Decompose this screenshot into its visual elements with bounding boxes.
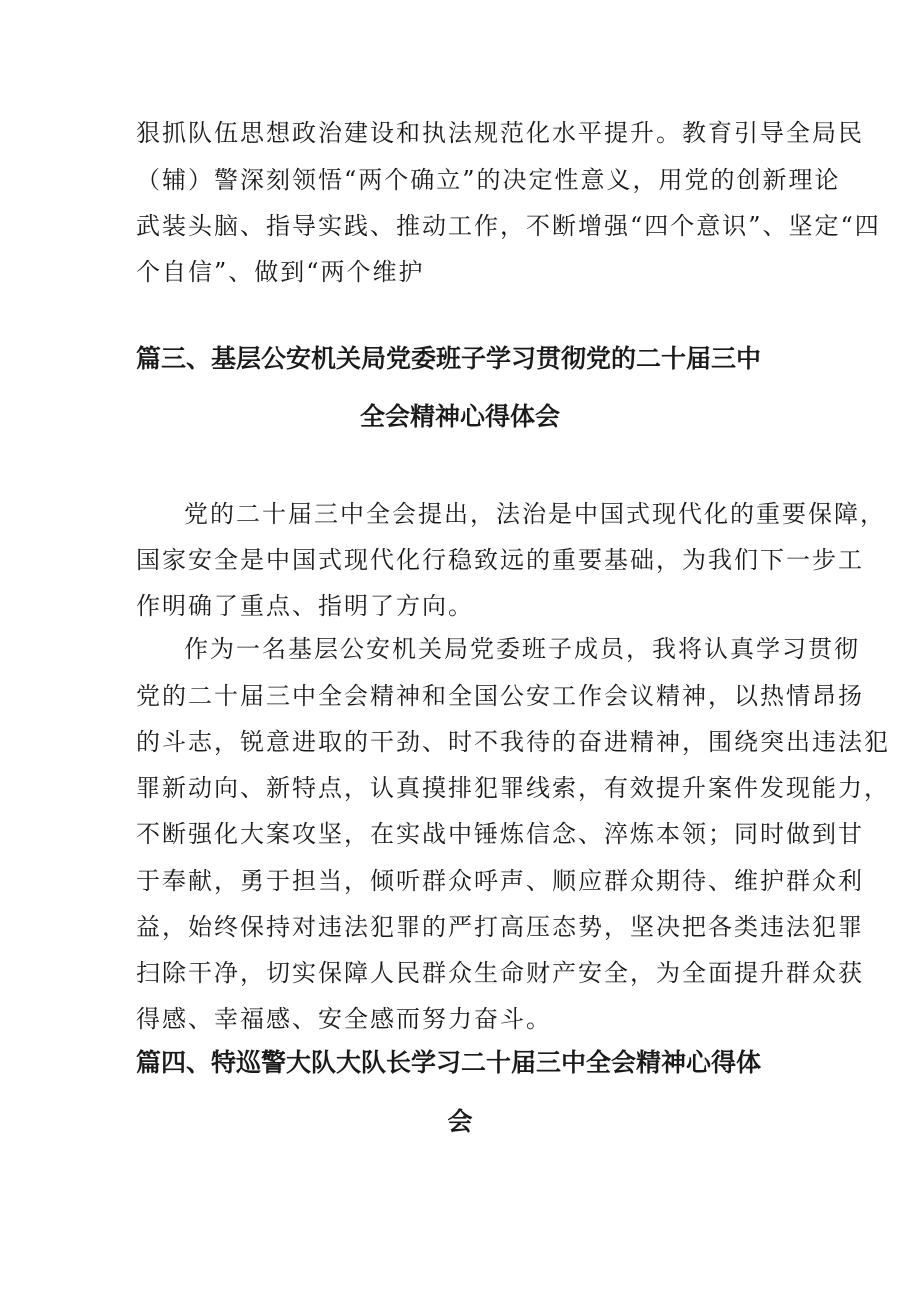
paragraph-line: 党的二十届三中全会提出，法治是中国式现代化的重要保障， [184, 500, 886, 528]
section4-title-line1: 篇四、特巡警大队大队长学习二十届三中全会精神心得体 [136, 1048, 762, 1077]
section3-title-line1: 篇三、基层公安机关局党委班子学习贯彻党的二十届三中 [136, 344, 762, 373]
paragraph-line: 作明确了重点、指明了方向。 [136, 592, 474, 620]
continuation-line: 狠抓队伍思想政治建设和执法规范化水平提升。教育引导全局民 [136, 119, 864, 147]
section4-title-line2: 会 [447, 1107, 473, 1136]
continuation-line: 个自信”、做到“两个维护 [136, 258, 425, 286]
paragraph-line: 党的二十届三中全会精神和全国公安工作会议精神，以热情昂扬 [136, 682, 864, 710]
paragraph-line: 罪新动向、新特点，认真摸排犯罪线索，有效提升案件发现能力， [136, 774, 890, 802]
paragraph-line: 扫除干净，切实保障人民群众生命财产安全，为全面提升群众获 [136, 959, 864, 987]
paragraph-line: 作为一名基层公安机关局党委班子成员，我将认真学习贯彻 [184, 635, 860, 663]
paragraph-line: 国家安全是中国式现代化行稳致远的重要基础，为我们下一步工 [136, 546, 864, 574]
paragraph-line: 不断强化大案攻坚，在实战中锤炼信念、淬炼本领；同时做到甘 [136, 820, 864, 848]
paragraph-line: 得感、幸福感、安全感而努力奋斗。 [136, 1005, 552, 1033]
section3-title-line2: 全会精神心得体会 [359, 402, 560, 431]
paragraph-line: 于奉献，勇于担当，倾听群众呼声、顺应群众期待、维护群众利 [136, 867, 864, 895]
paragraph-line: 益，始终保持对违法犯罪的严打高压态势，坚决把各类违法犯罪 [136, 913, 864, 941]
paragraph-line: 的斗志，锐意进取的干劲、时不我待的奋进精神，围绕突出违法犯 [136, 728, 890, 756]
continuation-line: （辅）警深刻领悟“两个确立”的决定性意义，用党的创新理论 [136, 166, 841, 194]
continuation-line: 武装头脑、指导实践、推动工作，不断增强“四个意识”、坚定“四 [136, 212, 881, 240]
